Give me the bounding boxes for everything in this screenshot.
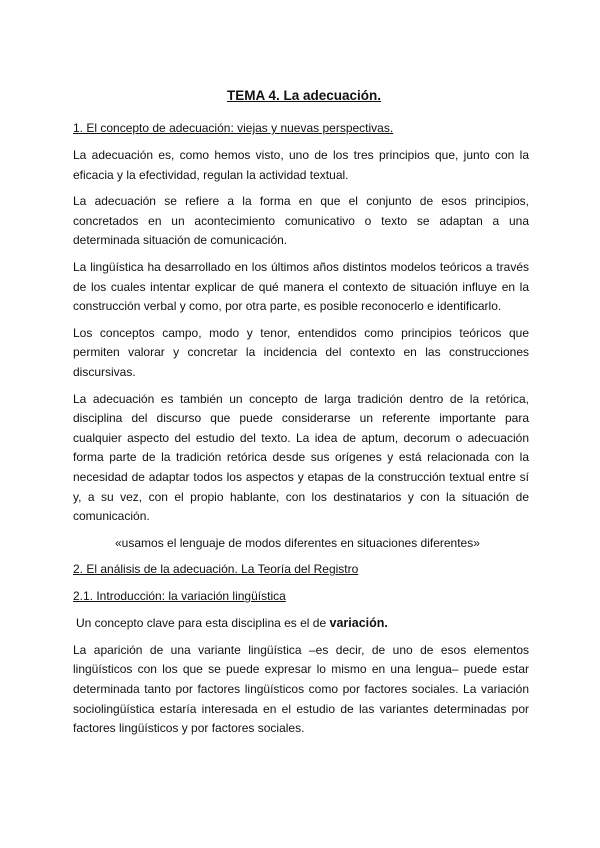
section-1-heading: 1. El concepto de adecuación: viejas y nuevas perspectivas. xyxy=(73,121,394,135)
key-term: variación. xyxy=(329,616,388,631)
section-2-1-heading: 2.1. Introducción: la variación lingüística xyxy=(73,589,286,604)
section-2-heading: 2. El análisis de la adecuación. La Teoría del Registro xyxy=(73,562,359,577)
paragraph: La adecuación es, como hemos visto, uno de los tres principios que, junto con la eficacia y la efectividad, regulan la actividad textual. xyxy=(73,148,529,182)
document-page xyxy=(73,88,529,746)
paragraph: La adecuación se refiere a la forma en que el conjunto de esos principios, concretados en un acontecimiento comunicativo o texto se adaptan a una determinada situación de comunicación. xyxy=(73,194,529,248)
quote: «usamos el lenguaje de modos diferentes en situaciones diferentes» xyxy=(115,535,480,550)
document-title: TEMA 4. La adecuación. xyxy=(226,88,382,103)
paragraph: Los conceptos campo, modo y tenor, entendidos como principios teóricos que permiten valorar y concretar la incidencia del contexto en las construcciones discursivas. xyxy=(73,325,529,379)
paragraph: La adecuación es también un concepto de larga tradición dentro de la retórica, disciplina del discurso que puede considerarse un referente importante para cualquier aspecto del estudio del texto. La idea de aptum, decorum o adecuación forma parte de la tradición retórica desde sus orígenes y está relacionada con la necesidad de adaptar todos los aspectos y etapas de la construcción textual entre sí y, a su vez, con el propio hablante, con los destinatarios y con la situación de comunicación. xyxy=(73,391,529,524)
paragraph: La lingüística ha desarrollado en los últimos años distintos modelos teóricos a través de los cuales intentar explicar de qué manera el contexto de situación influye en la construcción verbal y como, por otra parte, es posible reconocerlo e identificarlo. xyxy=(73,259,529,314)
key-concept-prefix: Un concepto clave para esta disciplina es el de xyxy=(76,616,327,631)
key-concept-sentence xyxy=(73,614,529,634)
paragraph: La aparición de una variante lingüística –es decir, de uno de esos elementos lingüísticos con los que se puede expresar lo mismo en una lengua– puede estar determinada tanto por factores lingüísticos como por factores sociales. La variación sociolingüística estaría interesada en el estudio de las variantes determinadas por factores lingüísticos y por factores sociales. xyxy=(73,642,529,736)
